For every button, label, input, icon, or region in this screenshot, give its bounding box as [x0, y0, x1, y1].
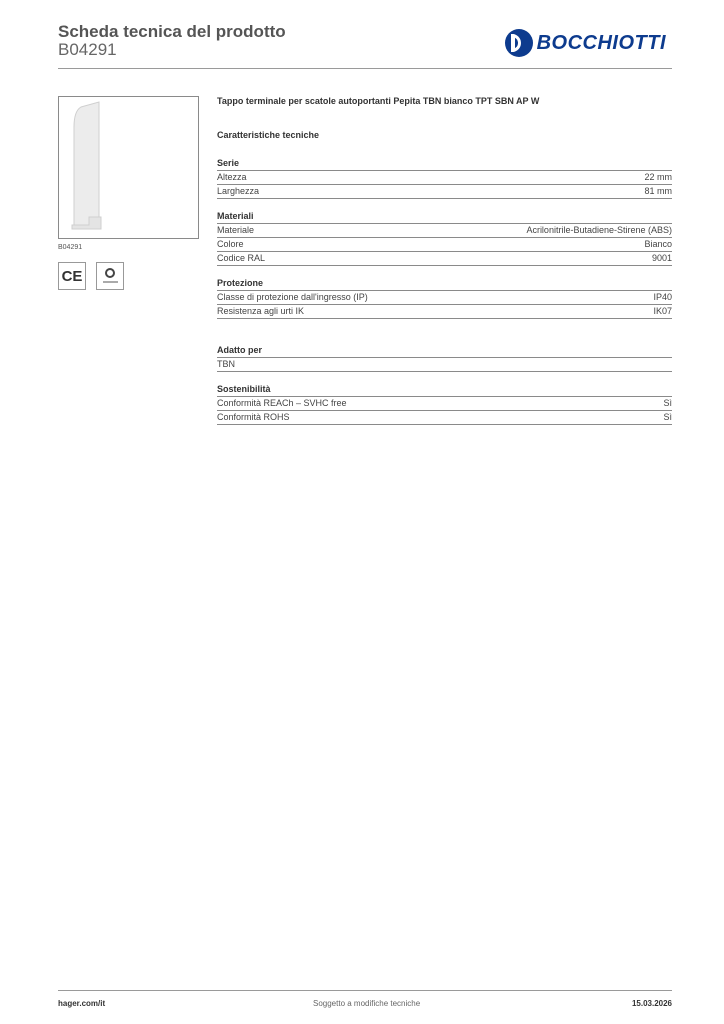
page-title: Scheda tecnica del prodotto	[58, 22, 286, 41]
spec-label: Larghezza	[217, 186, 260, 196]
spec-value: 81 mm	[644, 186, 672, 196]
spec-row	[217, 171, 672, 185]
spec-label: Conformità REACh – SVHC free	[217, 398, 347, 408]
product-description: Tappo terminale per scatole autoportanti Pepita TBN bianco TPT SBN AP W	[217, 96, 540, 106]
section-adatto-per	[217, 345, 672, 372]
section-protezione	[217, 278, 672, 319]
spec-value: IP40	[653, 292, 672, 302]
spec-row	[217, 397, 672, 411]
spec-value: Sì	[663, 398, 672, 408]
product-code: B04291	[58, 40, 117, 59]
spec-row	[217, 305, 672, 319]
section-serie	[217, 158, 672, 199]
spec-row	[217, 238, 672, 252]
spec-row	[217, 291, 672, 305]
bocchiotti-logo-icon	[505, 29, 533, 57]
imq-mark-icon	[96, 262, 124, 290]
spec-row	[217, 185, 672, 199]
product-image	[58, 96, 199, 239]
spec-label: Materiale	[217, 225, 255, 235]
section-materiali	[217, 211, 672, 266]
page-footer	[58, 990, 672, 1011]
spec-value: Sì	[663, 412, 672, 422]
brand-name: BOCCHIOTTI	[536, 31, 666, 54]
spec-value: Bianco	[644, 239, 672, 249]
section-title: Protezione	[217, 278, 672, 291]
spec-row	[217, 411, 672, 425]
section-sostenibilita	[217, 384, 672, 425]
spec-label: Resistenza agli urti IK	[217, 306, 305, 316]
spec-label: Colore	[217, 239, 244, 249]
brand-logo	[505, 28, 666, 58]
spec-label: Conformità ROHS	[217, 412, 290, 422]
spec-value: 22 mm	[644, 172, 672, 182]
spec-label: Altezza	[217, 172, 247, 182]
image-caption: B04291	[58, 244, 83, 251]
section-title: Materiali	[217, 211, 672, 224]
document-date: 15.03.2026	[631, 999, 672, 1008]
spec-row	[217, 358, 672, 372]
ce-mark-icon: CE	[58, 262, 86, 290]
footer-note: Soggetto a modifiche tecniche	[313, 999, 421, 1008]
spec-label: Classe di protezione dall'ingresso (IP)	[217, 292, 368, 302]
spec-content	[217, 96, 672, 425]
website-link[interactable]: hager.com/it	[58, 999, 106, 1008]
page-header	[58, 22, 672, 69]
spec-row	[217, 224, 672, 238]
section-title: Serie	[217, 158, 672, 171]
spec-value: IK07	[653, 306, 672, 316]
end-cap-illustration	[59, 97, 198, 238]
section-title: Adatto per	[217, 345, 672, 358]
tech-heading: Caratteristiche tecniche	[217, 130, 320, 140]
section-title: Sostenibilità	[217, 384, 672, 397]
spec-label: Codice RAL	[217, 253, 266, 263]
spec-value: Acrilonitrile-Butadiene-Stirene (ABS)	[526, 225, 672, 235]
spec-label: TBN	[217, 359, 235, 369]
spec-row	[217, 252, 672, 266]
spec-value: 9001	[651, 253, 672, 263]
